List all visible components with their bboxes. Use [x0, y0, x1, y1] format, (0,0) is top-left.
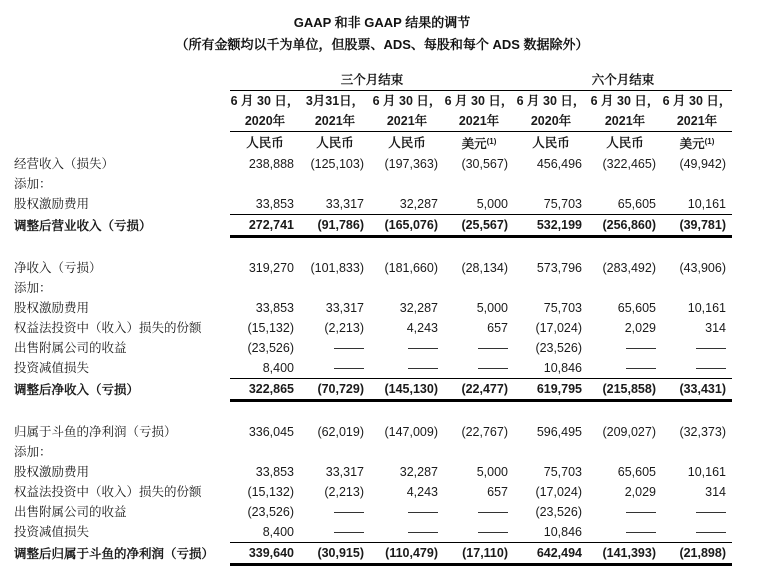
total-value-cell: (30,915) [300, 543, 370, 565]
nil-dash [334, 348, 364, 349]
total-value-cell: (25,567) [444, 215, 514, 237]
table-row [14, 442, 732, 462]
value-cell: 65,605 [617, 197, 656, 211]
value-cell [588, 278, 662, 298]
value-cell [370, 442, 444, 462]
row-label: 添加： [14, 281, 52, 295]
total-value-cell: (22,477) [444, 379, 514, 401]
value-cell: 75,703 [543, 465, 582, 479]
value-cell: 65,605 [617, 301, 656, 315]
column-date: 6 月 30 日， [662, 94, 732, 108]
column-date: 6 月 30 日， [372, 94, 442, 108]
value-cell: 33,317 [325, 465, 364, 479]
table-row [14, 278, 732, 298]
value-cell [514, 442, 588, 462]
value-cell: 32,287 [399, 301, 438, 315]
dash-cell [300, 502, 370, 522]
value-cell: (101,833) [310, 261, 364, 275]
value-cell: 10,846 [543, 361, 582, 375]
dash-cell [370, 502, 444, 522]
value-cell: (23,526) [535, 505, 582, 519]
currency-label: 美元 [679, 137, 705, 151]
value-cell: (283,492) [602, 261, 656, 275]
total-value-cell: (165,076) [370, 215, 444, 237]
value-cell: (125,103) [310, 157, 364, 171]
value-cell: 456,496 [536, 157, 582, 171]
section-spacer [14, 237, 732, 259]
value-cell: 10,161 [687, 465, 726, 479]
value-cell: (23,526) [247, 341, 294, 355]
row-label: 添加： [14, 445, 52, 459]
currency-label: 人民币 [532, 136, 570, 150]
value-cell: 10,161 [687, 301, 726, 315]
value-cell: 5,000 [476, 301, 508, 315]
total-row [14, 215, 732, 237]
column-year: 2021年 [662, 111, 732, 132]
row-label: 添加： [14, 177, 52, 191]
column-currency [444, 132, 514, 155]
total-value-cell: (70,729) [300, 379, 370, 401]
value-cell [444, 278, 514, 298]
nil-dash [478, 368, 508, 369]
table-row [14, 194, 732, 215]
column-year: 2021年 [444, 111, 514, 132]
value-cell: 10,161 [687, 197, 726, 211]
value-cell: 5,000 [476, 465, 508, 479]
value-cell: (22,767) [461, 425, 508, 439]
nil-dash [626, 368, 656, 369]
table-row [14, 522, 732, 543]
value-cell: 75,703 [543, 197, 582, 211]
nil-dash [696, 512, 726, 513]
value-cell: (2,213) [324, 321, 364, 335]
total-value-cell: (141,393) [588, 543, 662, 565]
total-value-cell: (215,858) [588, 379, 662, 401]
page-subtitle: （所有金额均以千为单位，但股票、ADS、每股和每个 ADS 数据除外） [175, 37, 589, 52]
value-cell: 33,853 [255, 301, 294, 315]
value-cell [300, 442, 370, 462]
table-row [14, 258, 732, 278]
column-year: 2021年 [588, 111, 662, 132]
dash-cell [588, 522, 662, 543]
nil-dash [334, 532, 364, 533]
dash-cell [588, 338, 662, 358]
value-cell: (209,027) [602, 425, 656, 439]
value-cell: 657 [487, 485, 508, 499]
value-cell [230, 442, 300, 462]
value-cell: (32,373) [679, 425, 726, 439]
total-value-cell: 339,640 [230, 543, 300, 565]
value-cell: 8,400 [262, 361, 294, 375]
value-cell: 33,317 [325, 301, 364, 315]
column-year: 2021年 [370, 111, 444, 132]
value-cell: (62,019) [317, 425, 364, 439]
dash-cell [588, 358, 662, 379]
dash-cell [662, 522, 732, 543]
total-value-cell: 642,494 [514, 543, 588, 565]
value-cell: (147,009) [384, 425, 438, 439]
value-cell: 336,045 [248, 425, 294, 439]
value-cell: (23,526) [247, 505, 294, 519]
value-cell [662, 278, 732, 298]
dash-cell [300, 358, 370, 379]
dash-cell [370, 522, 444, 543]
dash-cell [444, 338, 514, 358]
value-cell: 33,317 [325, 197, 364, 211]
column-date: 6 月 30 日， [230, 94, 300, 108]
row-label: 净收入（亏损） [14, 261, 102, 275]
value-cell: (2,213) [324, 485, 364, 499]
value-cell: (23,526) [535, 341, 582, 355]
row-label: 投资减值损失 [14, 525, 90, 540]
row-label: 股权激励费用 [14, 301, 90, 315]
value-cell [662, 174, 732, 194]
dash-cell [662, 338, 732, 358]
table-row [14, 502, 732, 522]
table-row [14, 358, 732, 379]
column-currency [514, 132, 588, 155]
value-cell: 657 [487, 321, 508, 335]
value-cell: 33,853 [255, 197, 294, 211]
column-year: 2021年 [300, 111, 370, 132]
value-cell: 2,029 [624, 485, 656, 499]
currency-label: 人民币 [316, 136, 354, 150]
value-cell: 65,605 [617, 465, 656, 479]
nil-dash [696, 348, 726, 349]
nil-dash [626, 512, 656, 513]
value-cell: 8,400 [262, 525, 294, 539]
total-value-cell: (110,479) [370, 543, 444, 565]
table-row [14, 154, 732, 174]
total-label: 调整后净收入（亏损） [14, 382, 140, 397]
footnote-marker: (1) [704, 137, 715, 146]
value-cell [662, 442, 732, 462]
dash-cell [588, 502, 662, 522]
value-cell: 596,495 [536, 425, 582, 439]
row-label: 出售附属公司的收益 [14, 341, 127, 355]
value-cell: (15,132) [247, 485, 294, 499]
value-cell [514, 278, 588, 298]
table-row [14, 422, 732, 442]
nil-dash [626, 348, 656, 349]
row-label: 权益法投资中（收入）损失的份额 [14, 485, 202, 499]
dash-cell [300, 338, 370, 358]
total-value-cell: (145,130) [370, 379, 444, 401]
nil-dash [408, 512, 438, 513]
column-date: 6 月 30 日， [444, 94, 514, 108]
total-value-cell: 272,741 [230, 215, 300, 237]
column-currency [662, 132, 732, 155]
value-cell: 33,853 [255, 465, 294, 479]
column-year: 2020年 [514, 111, 588, 132]
value-cell: (17,024) [535, 485, 582, 499]
value-cell: (181,660) [384, 261, 438, 275]
total-row [14, 543, 732, 565]
dash-cell [370, 338, 444, 358]
column-year: 2020年 [230, 111, 300, 132]
value-cell: (197,363) [384, 157, 438, 171]
value-cell: 314 [705, 321, 726, 335]
value-cell [588, 174, 662, 194]
nil-dash [408, 348, 438, 349]
row-label: 投资减值损失 [14, 361, 90, 376]
table-row [14, 298, 732, 318]
column-currency [230, 132, 300, 155]
nil-dash [334, 368, 364, 369]
value-cell: (43,906) [679, 261, 726, 275]
value-cell: 238,888 [248, 157, 294, 171]
total-value-cell: (91,786) [300, 215, 370, 237]
value-cell: (30,567) [461, 157, 508, 171]
total-value-cell: (17,110) [444, 543, 514, 565]
value-cell: 32,287 [399, 465, 438, 479]
value-cell [444, 174, 514, 194]
total-value-cell: 322,865 [230, 379, 300, 401]
value-cell: 10,846 [543, 525, 582, 539]
value-cell [230, 278, 300, 298]
value-cell: 2,029 [624, 321, 656, 335]
value-cell [230, 174, 300, 194]
dash-cell [662, 358, 732, 379]
table-row [14, 318, 732, 338]
table-row [14, 462, 732, 482]
value-cell [444, 442, 514, 462]
value-cell [370, 174, 444, 194]
currency-label: 人民币 [606, 136, 644, 150]
value-cell: (28,134) [461, 261, 508, 275]
value-cell: 314 [705, 485, 726, 499]
value-cell: (322,465) [602, 157, 656, 171]
nil-dash [696, 368, 726, 369]
value-cell: (15,132) [247, 321, 294, 335]
column-currency [300, 132, 370, 155]
group-header-three-months: 三个月结束 [230, 70, 514, 91]
nil-dash [408, 368, 438, 369]
value-cell: (17,024) [535, 321, 582, 335]
value-cell: 4,243 [406, 485, 438, 499]
table-row [14, 174, 732, 194]
total-value-cell: (21,898) [662, 543, 732, 565]
value-cell [300, 174, 370, 194]
footnote-marker: (1) [486, 137, 497, 146]
value-cell: 5,000 [476, 197, 508, 211]
value-cell: 32,287 [399, 197, 438, 211]
dash-cell [444, 358, 514, 379]
value-cell [300, 278, 370, 298]
value-cell [588, 442, 662, 462]
column-currency [370, 132, 444, 155]
total-label: 调整后营业收入（亏损） [14, 218, 152, 233]
row-label: 股权激励费用 [14, 465, 90, 479]
total-value-cell: (33,431) [662, 379, 732, 401]
nil-dash [478, 348, 508, 349]
column-date: 6 月 30 日， [516, 94, 586, 108]
row-label: 股权激励费用 [14, 197, 90, 212]
row-label: 出售附属公司的收益 [14, 505, 127, 519]
section-spacer [14, 401, 732, 423]
row-label: 归属于斗鱼的净利润（亏损） [14, 425, 177, 439]
dash-cell [444, 522, 514, 543]
nil-dash [478, 512, 508, 513]
value-cell: 75,703 [543, 301, 582, 315]
currency-label: 人民币 [246, 136, 284, 150]
table-row [14, 338, 732, 358]
page-title: GAAP 和非 GAAP 结果的调节 [293, 15, 471, 30]
nil-dash [696, 532, 726, 533]
nil-dash [478, 532, 508, 533]
row-label: 权益法投资中（收入）损失的份额 [14, 321, 202, 335]
reconciliation-table [14, 70, 732, 566]
table-row [14, 482, 732, 502]
value-cell [370, 278, 444, 298]
currency-label: 美元 [461, 137, 487, 151]
total-label: 调整后归属于斗鱼的净利润（亏损） [14, 546, 215, 561]
dash-cell [300, 522, 370, 543]
column-currency [588, 132, 662, 155]
value-cell: (49,942) [679, 157, 726, 171]
column-date: 6 月 30 日， [590, 94, 660, 108]
value-cell: 319,270 [248, 261, 294, 275]
value-cell: 573,796 [536, 261, 582, 275]
total-value-cell: 532,199 [514, 215, 588, 237]
nil-dash [626, 532, 656, 533]
total-value-cell: 619,795 [514, 379, 588, 401]
nil-dash [408, 532, 438, 533]
currency-label: 人民币 [388, 136, 426, 150]
total-value-cell: (256,860) [588, 215, 662, 237]
total-row [14, 379, 732, 401]
dash-cell [444, 502, 514, 522]
group-header-six-months: 六个月结束 [514, 70, 732, 91]
dash-cell [370, 358, 444, 379]
value-cell [514, 174, 588, 194]
row-label: 经营收入（损失） [14, 157, 115, 171]
nil-dash [334, 512, 364, 513]
dash-cell [662, 502, 732, 522]
total-value-cell: (39,781) [662, 215, 732, 237]
value-cell: 4,243 [406, 321, 438, 335]
column-date: 3月31日， [305, 94, 365, 108]
